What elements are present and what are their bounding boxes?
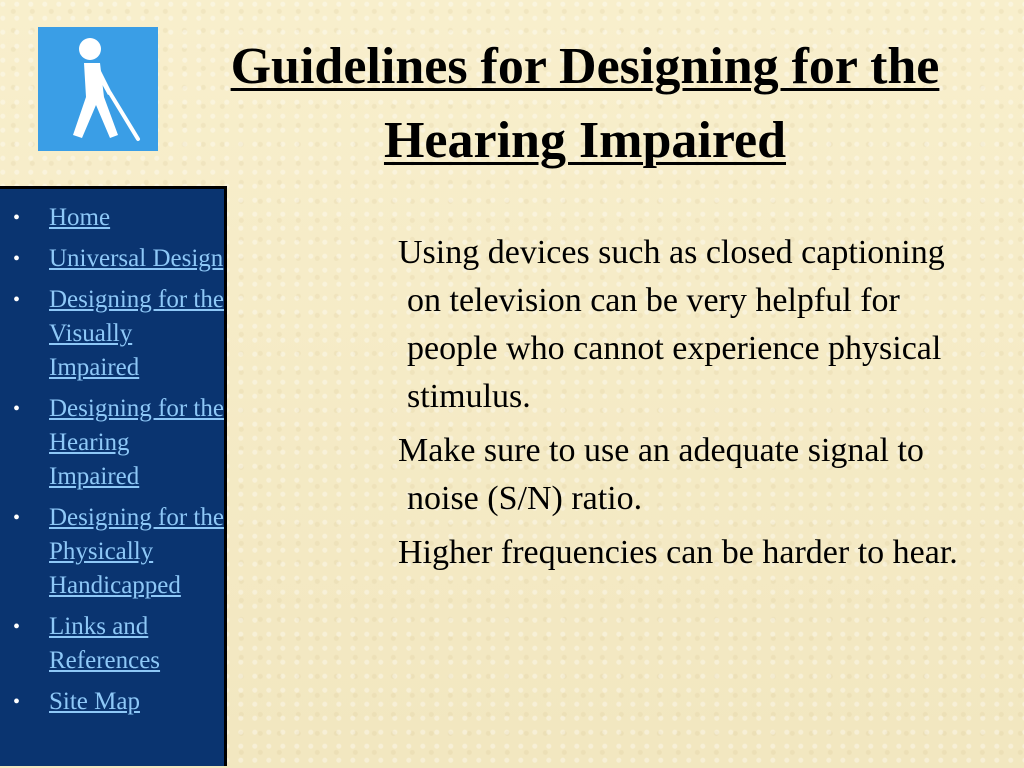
content-paragraph: Make sure to use an adequate signal to noise (S/N) ratio. bbox=[398, 432, 924, 517]
bullet: • bbox=[13, 398, 21, 420]
content-paragraph: Higher frequencies can be harder to hear. bbox=[398, 534, 958, 571]
nav-link-universal-design[interactable]: Universal Design bbox=[49, 245, 224, 272]
nav-item-universal-design bbox=[0, 242, 224, 276]
bullet: • bbox=[13, 289, 21, 311]
sidebar-nav bbox=[0, 186, 227, 766]
nav-item-links-references bbox=[0, 610, 224, 678]
bullet: • bbox=[13, 507, 21, 529]
bullet: • bbox=[13, 616, 21, 638]
blind-person-with-cane-icon bbox=[38, 27, 158, 151]
nav-link-visually-impaired[interactable]: Designing for the Visually Impaired bbox=[49, 286, 224, 381]
nav-item-site-map bbox=[0, 685, 224, 719]
nav-link-home[interactable]: Home bbox=[49, 204, 111, 231]
logo bbox=[38, 27, 158, 151]
nav-link-links-references[interactable]: Links and References bbox=[49, 613, 161, 674]
nav-item-home bbox=[0, 201, 224, 235]
bullet: • bbox=[13, 207, 21, 229]
nav-link-hearing-impaired[interactable]: Designing for the Hearing Impaired bbox=[49, 395, 224, 490]
page-title: Guidelines for Designing for the Hearing Impaired bbox=[230, 38, 940, 169]
nav-item-visually-impaired bbox=[0, 283, 224, 385]
content-paragraph: Using devices such as closed captioning on television can be very helpful for people who cannot experience physical stimulus. bbox=[398, 234, 945, 415]
nav-link-site-map[interactable]: Site Map bbox=[49, 688, 140, 715]
bullet: • bbox=[13, 691, 21, 713]
nav-link-physically-handicapped[interactable]: Designing for the Physically Handicapped bbox=[49, 504, 224, 599]
nav-item-hearing-impaired bbox=[0, 392, 224, 494]
main-content bbox=[398, 229, 958, 583]
nav-item-physically-handicapped bbox=[0, 501, 224, 603]
bullet: • bbox=[13, 248, 21, 270]
